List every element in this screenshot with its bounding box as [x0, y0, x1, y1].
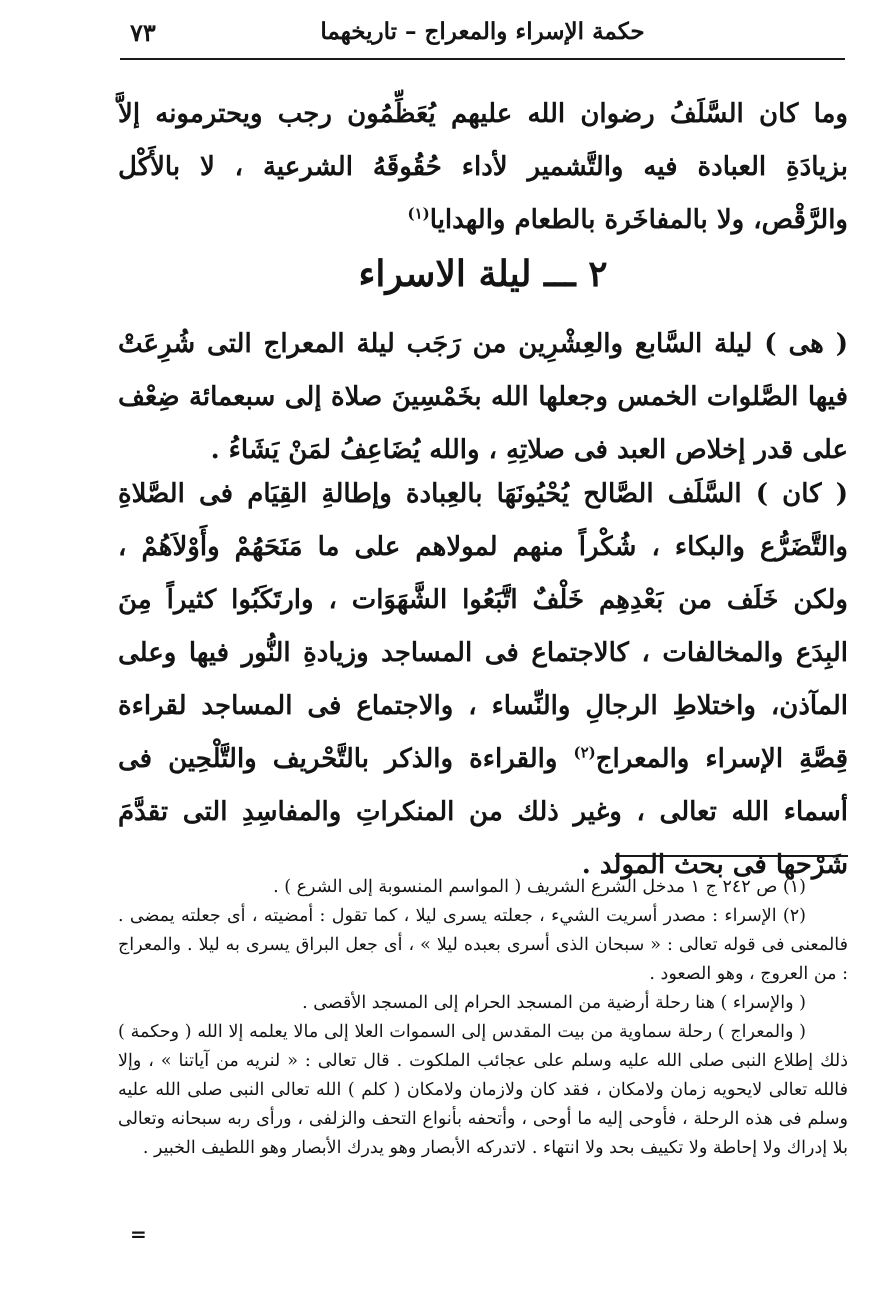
paragraph-1	[118, 318, 848, 477]
paragraph-2	[118, 468, 848, 892]
intro-text: وما كان السَّلَفُ رضوان الله عليهم يُعَظِّمُون رجب ويحترمونه إلاَّ بزيادَةِ العبادة فيه والتَّشمير لأداء حُقُوقَهُ الشرعية ، لا بالأَكْل والرَّقْص، ولا بالمفاخَرة بالطعام والهدايا	[118, 99, 848, 235]
section-title: ٢ ـــ ليلة الاسراء	[358, 253, 608, 295]
footnote-item: (٢) الإسراء : مصدر أسريت الشيء ، جعلته يسرى ليلا ، كما تقول : أمضيته ، أى جعلته يمضى . فالمعنى فى قوله تعالى : « سبحان الذى أسرى بعبده ليلا » ، أى جعل البراق يسرى به ليلا . والمعراج : من العروج ، وهو الصعود .	[118, 906, 848, 984]
intro-paragraph	[118, 88, 848, 247]
running-title: حكمة الإسراء والمعراج – تاريخهما	[320, 18, 645, 45]
paragraph-2-text-before: ( كان ) السَّلَف الصَّالح يُحْيُونَهَا بالعِبادة وإطالةِ القِيَام فى الصَّلاةِ والتَّضَرُّع والبكاء ، شُكْراً منهم لمولاهم على ما مَنَحَهُمْ وأَوْلاَهُمْ ، ولكن خَلَف من بَعْدِهِم خَلْفٌ اتَّبَعُوا الشَّهَوَات ، وارتَكَبُوا كثيراً مِنَ البِدَع والمخالفات ، كالاجتماع فى المساجد وزيادةِ النُّور فيها وعلى المآذن، واختلاطِ الرجالِ والنِّساء ، والاجتماع فى المساجد لقراءة قِصَّةِ الإسراء والمعراج	[118, 479, 848, 774]
footnote-item: ( والمعراج ) رحلة سماوية من بيت المقدس إلى السموات العلا إلى مالا يعلمه إلا الله ( وحكمة ) ذلك إطلاع النبى صلى الله عليه وسلم على عجائب الملكوت . قال تعالى : « لنريه من آياتنا » ، وإلا فالله تعالى لايحويه زمان ولامكان ، فقد كان ولازمان ولامكان ( كلم ) الله تعالى النبى صلى الله عليه وسلم فى هذه الرحلة ، فأوحى إليه ما أوحى ، وأتحفه بأنواع التحف والزلفى ، ورأى ربه سبحانه وتعالى بلا إدراك ولا إحاطة ولا تكييف بحد ولا انتهاء . لاتدركه الأبصار وهو يدرك الأبصار وهو اللطيف الخبير .	[118, 1022, 848, 1158]
paragraph-1-text: ( هى ) ليلة السَّابع والعِشْرِين من رَجَب ليلة المعراج التى شُرِعَتْ فيها الصَّلوات الخمس وجعلها الله بخَمْسِينَ صلاة إلى سبعمائة ضِعْف على قدر إخلاص العبد فى صلاتِهِ ، والله يُضَاعِفُ لمَنْ يَشَاءُ .	[118, 329, 848, 465]
footnote-rule	[615, 855, 848, 857]
footnotes	[118, 873, 848, 1163]
footnote-item: (١) ص ٢٤٢ ج ١ مدخل الشرع الشريف ( المواسم المنسوبة إلى الشرع ) .	[273, 877, 806, 897]
page-number: ٧٣	[130, 18, 156, 47]
header-rule	[120, 58, 845, 60]
footnote-ref-2: (٢)	[573, 743, 596, 762]
continuation-mark: =	[130, 1222, 147, 1246]
footnote-item: ( والإسراء ) هنا رحلة أرضية من المسجد الحرام إلى المسجد الأقصى .	[302, 993, 806, 1013]
paragraph-2-text-after: والقراءة والذكر بالتَّحْريف والتَّلْحِين فى أسماء الله تعالى ، وغير ذلك من المنكراتِ والمفاسِدِ التى تقدَّمَ شَرْحها فى بحث المولد .	[118, 744, 848, 880]
footnote-ref-1: (١)	[407, 204, 430, 223]
page-header	[120, 18, 845, 58]
